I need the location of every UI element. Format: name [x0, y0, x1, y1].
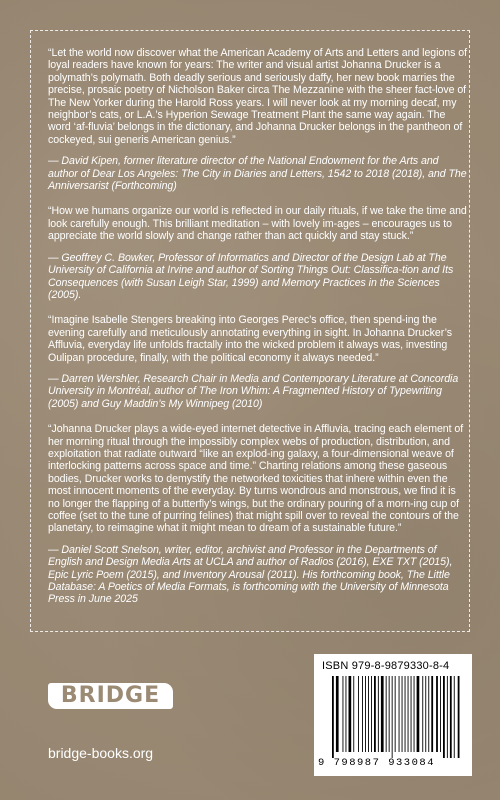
barcode-bar: [454, 676, 455, 758]
publisher-logo: BRIDGE: [48, 683, 173, 709]
blurb-1: [48, 47, 468, 192]
barcode-bar: [411, 676, 412, 752]
barcode-bar: [362, 676, 363, 752]
blurb-2: [48, 205, 468, 301]
barcode-digits: 9 798987 933084: [318, 757, 436, 769]
barcode-bar: [332, 676, 334, 758]
blurbs-section: [48, 47, 468, 619]
barcode-bar: [368, 676, 369, 752]
barcode-bar: [436, 676, 438, 752]
barcode-bar: [414, 676, 415, 752]
blurb-quote: “How we humans organize our world is reflected in our daily rituals, if we take the time and look carefully enough. This brilliant meditation – with lovely im-ages – encourages us to appreciate the world slowly and change rather than act quickly and stay stuck.”: [48, 205, 467, 243]
publisher-url: bridge-books.org: [48, 745, 154, 761]
barcode-bar: [425, 676, 426, 752]
barcode-bar: [443, 676, 445, 758]
blurb-attribution: — David Kipen, former literature director of the National Endowment for the Arts and author of Dear Los Angeles: The City in Diaries and Letters, 1542 to 2018 (2018), and The Anniversarist (Forthcoming): [48, 155, 467, 193]
barcode-bar: [374, 676, 376, 752]
isbn-barcode-box: [314, 654, 472, 776]
blurb-3: [48, 314, 468, 410]
barcode-bar: [392, 676, 393, 758]
barcode-bar: [402, 676, 403, 752]
barcode-bar: [365, 676, 366, 752]
blurb-attribution: — Daniel Scott Snelson, writer, editor, archivist and Professor in the Departments of English and Design Media Arts at UCLA and author of Radios (2016), EXE TXT (2015), Epic Lyric Poem (2015), and Inventory Arousal (2011). His forthcoming book, The Little Database: A Poetics of Media Formats, is forthcoming with the University of Minnesota Press in June 2025: [48, 543, 453, 606]
barcode-bar: [358, 676, 359, 752]
barcode-bar: [346, 676, 347, 752]
barcode-bar: [450, 676, 452, 758]
barcode-bar: [336, 676, 339, 752]
barcode-bar: [422, 676, 423, 752]
barcode-bar: [349, 676, 352, 752]
barcode-bar: [389, 676, 390, 752]
barcode-bars: [328, 676, 463, 758]
barcode-bar: [408, 676, 409, 752]
blurb-4: [48, 423, 468, 606]
barcode-bar: [405, 676, 406, 752]
barcode-bar: [417, 676, 420, 752]
barcode-bar: [353, 676, 354, 752]
barcode-bar: [386, 676, 387, 752]
isbn-label: ISBN 979-8-9879330-8-4: [322, 660, 450, 672]
barcode-bar: [440, 676, 441, 752]
barcode-bar: [395, 676, 396, 752]
barcode-bar: [458, 676, 460, 758]
barcode-bar: [431, 676, 433, 752]
barcode-bar: [343, 676, 344, 752]
barcode-bar: [428, 676, 429, 752]
blurb-attribution: — Geoffrey C. Bowker, Professor of Informatics and Director of the Design Lab at The University of California at Irvine and author of Sorting Things Out: Classifica-tion and Its Consequences (with Susan Leigh Star, 1999) and Memory Practices in the Sciences (2005).: [48, 251, 454, 301]
blurb-quote: “Johanna Drucker plays a wide-eyed internet detective in Affluvia, tracing each element of her morning ritual through the impossibly complex webs of production, distribution, and exploitation that radiate outward “like an explod-ing galaxy, a four-dimensional weave of interlocking patterns across space and time.” Charting relations among these gaseous bodies, Drucker works to demystify the networked toxicities that inhere within even the most innocent moments of the everyday. By turns wondrous and monstrous, we find it is no longer the flapping of a butterfly’s wings, but the ordinary pouring of a morn-ing cup of coffee (set to the tune of purring felines) that might spill over to reveal the contours of the planetary, to reimagine what it might mean to dream of a sustainable future.”: [48, 423, 464, 535]
barcode-bar: [371, 676, 372, 752]
barcode-bar: [399, 676, 400, 752]
barcode-bar: [378, 676, 379, 752]
blurb-quote: “Imagine Isabelle Stengers breaking into Georges Perec’s office, then spend-ing the evening carefully and meticulously annotating everything in sight. In Johanna Drucker’s Affluvia, everyday life unfolds fractally into the wicked problem it always was, investing Oulipan procedure, finally, with the political economy it always needed.”: [48, 314, 452, 364]
barcode-bar: [381, 676, 384, 752]
blurb-quote: “Let the world now discover what the American Academy of Arts and Letters and legions of loyal readers have known for years: The writer and visual artist Johanna Drucker is a polymath’s polymath. Both deadly serious and seriously daffy, her new book marries the precise, prosaic poetry of Nicholson Baker circa The Mezzanine with the sheer fact-love of The New Yorker during the Harold Ross years. I will never look at my morning decaf, my neighbor’s cats, or L.A.’s Hyperion Sewage Treatment Plant the same way again. The word ‘af-fluvia’ belongs in the dictionary, and Johanna Drucker belongs in the pantheon of cockeyed, sui generis American genius.”: [48, 47, 467, 146]
barcode-bar: [447, 676, 448, 758]
blurb-attribution: — Darren Wershler, Research Chair in Media and Contemporary Literature at Concordia University in Montréal, author of The Iron Whim: A Fragmented History of Typewriting (2005) and Guy Maddin’s My Winnipeg (2010): [48, 372, 459, 410]
